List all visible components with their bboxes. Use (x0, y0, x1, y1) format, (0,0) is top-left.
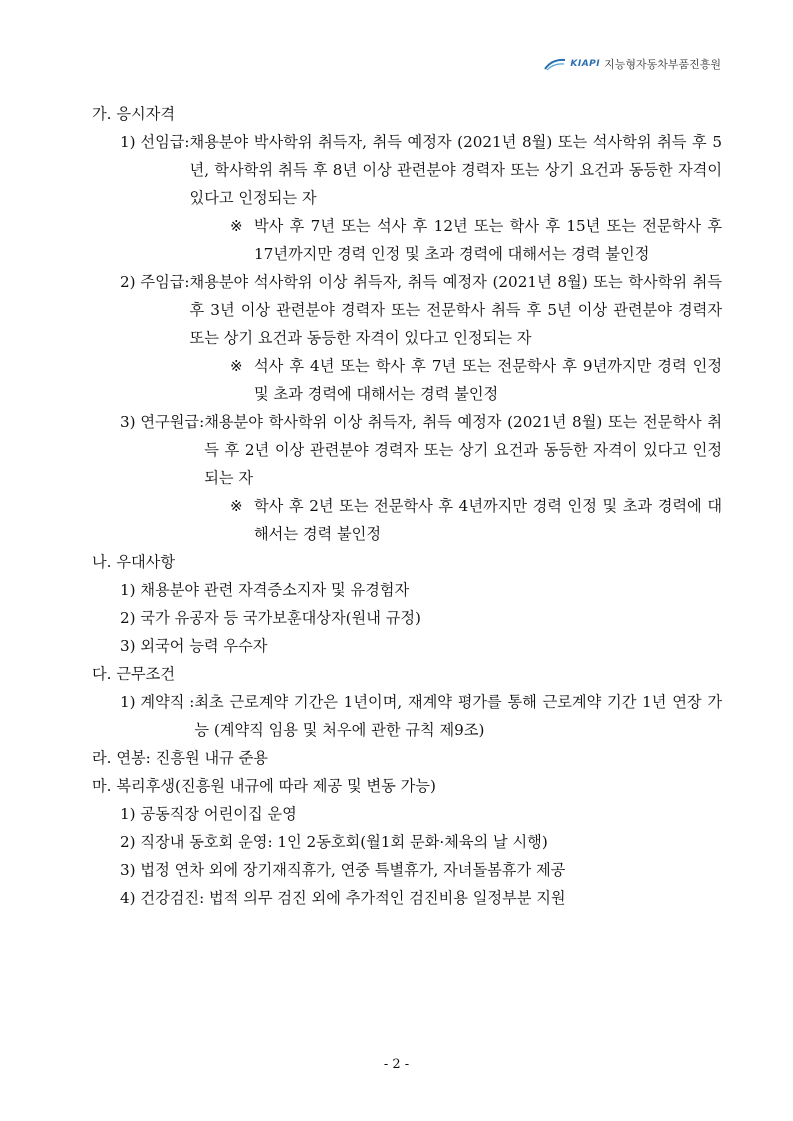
list-item: 1) 채용분야 관련 자격증소지자 및 유경험자 (120, 581, 410, 599)
list-item: 3) 법정 연차 외에 장기재직휴가, 연중 특별휴가, 자녀돌봄휴가 제공 (120, 861, 566, 879)
note-mark: ※ (230, 497, 243, 515)
list-item (120, 128, 722, 212)
note-text: 석사 후 4년 또는 학사 후 7년 또는 전문학사 후 9년까지만 경력 인정 및 초과 경력에 대해서는 경력 불인정 (254, 357, 722, 403)
list-item: 1) 공동직장 어린이집 운영 (120, 805, 297, 823)
item-label: 3) 연구원급: (120, 413, 205, 431)
section-title-work-conditions: 다. 근무조건 (92, 665, 176, 683)
section-title-benefits: 마. 복리후생(진흥원 내규에 따라 제공 및 변동 가능) (92, 777, 436, 795)
list-item (120, 408, 722, 492)
page-number: - 2 - (383, 1057, 410, 1072)
list-item: 3) 외국어 능력 우수자 (120, 637, 268, 655)
item-body: 채용분야 학사학위 이상 취득자, 취득 예정자 (2021년 8월) 또는 전문학사 취득 후 2년 이상 관련분야 경력자 또는 상기 요건과 동등한 자격이 있다고 인정되는 자 (204, 413, 722, 487)
list-item: 2) 직장내 동호회 운영: 1인 2동호회(월1회 문화·체육의 날 시행) (120, 833, 548, 851)
kiapi-logo-icon (544, 57, 566, 71)
item-label: 1) 계약직 : (120, 693, 195, 711)
section-title-salary: 라. 연봉: 진흥원 내규 준용 (92, 749, 268, 767)
section-title-preference: 나. 우대사항 (92, 553, 176, 571)
item-body: 최초 근로계약 기간은 1년이며, 재계약 평가를 통해 근로계약 기간 1년 연장 가능 (계약직 임용 및 처우에 관한 규칙 제9조) (194, 693, 722, 739)
note (230, 352, 722, 408)
page-header (544, 52, 721, 76)
list-item: 4) 건강검진: 법적 의무 검진 외에 추가적인 검진비용 일정부분 지원 (120, 889, 566, 907)
item-label: 1) 선임급: (120, 133, 190, 151)
section-title-qualification: 가. 응시자격 (92, 105, 176, 123)
note (230, 492, 722, 548)
logo-text: KIAPI (570, 59, 601, 69)
note (230, 212, 722, 268)
list-item (120, 688, 722, 744)
note-mark: ※ (230, 217, 243, 235)
item-body: 채용분야 석사학위 이상 취득자, 취득 예정자 (2021년 8월) 또는 학사학위 취득 후 3년 이상 관련분야 경력자 또는 전문학사 취득 후 5년 이상 관련분야 경력자 또는 상기 요건과 동등한 자격이 있다고 인정되는 자 (189, 273, 722, 347)
note-text: 학사 후 2년 또는 전문학사 후 4년까지만 경력 인정 및 초과 경력에 대해서는 경력 불인정 (254, 497, 722, 543)
org-name: 지능형자동차부품진흥원 (604, 58, 721, 71)
document-body (92, 100, 722, 912)
note-text: 박사 후 7년 또는 석사 후 12년 또는 학사 후 15년 또는 전문학사 후 17년까지만 경력 인정 및 초과 경력에 대해서는 경력 불인정 (254, 217, 722, 263)
list-item (120, 268, 722, 352)
list-item: 2) 국가 유공자 등 국가보훈대상자(원내 규정) (120, 609, 421, 627)
item-body: 채용분야 박사학위 취득자, 취득 예정자 (2021년 8월) 또는 석사학위 취득 후 5년, 학사학위 취득 후 8년 이상 관련분야 경력자 또는 상기 요건과 동등한 자격이 있다고 인정되는 자 (189, 133, 722, 207)
item-label: 2) 주임급: (120, 273, 190, 291)
note-mark: ※ (230, 357, 243, 375)
